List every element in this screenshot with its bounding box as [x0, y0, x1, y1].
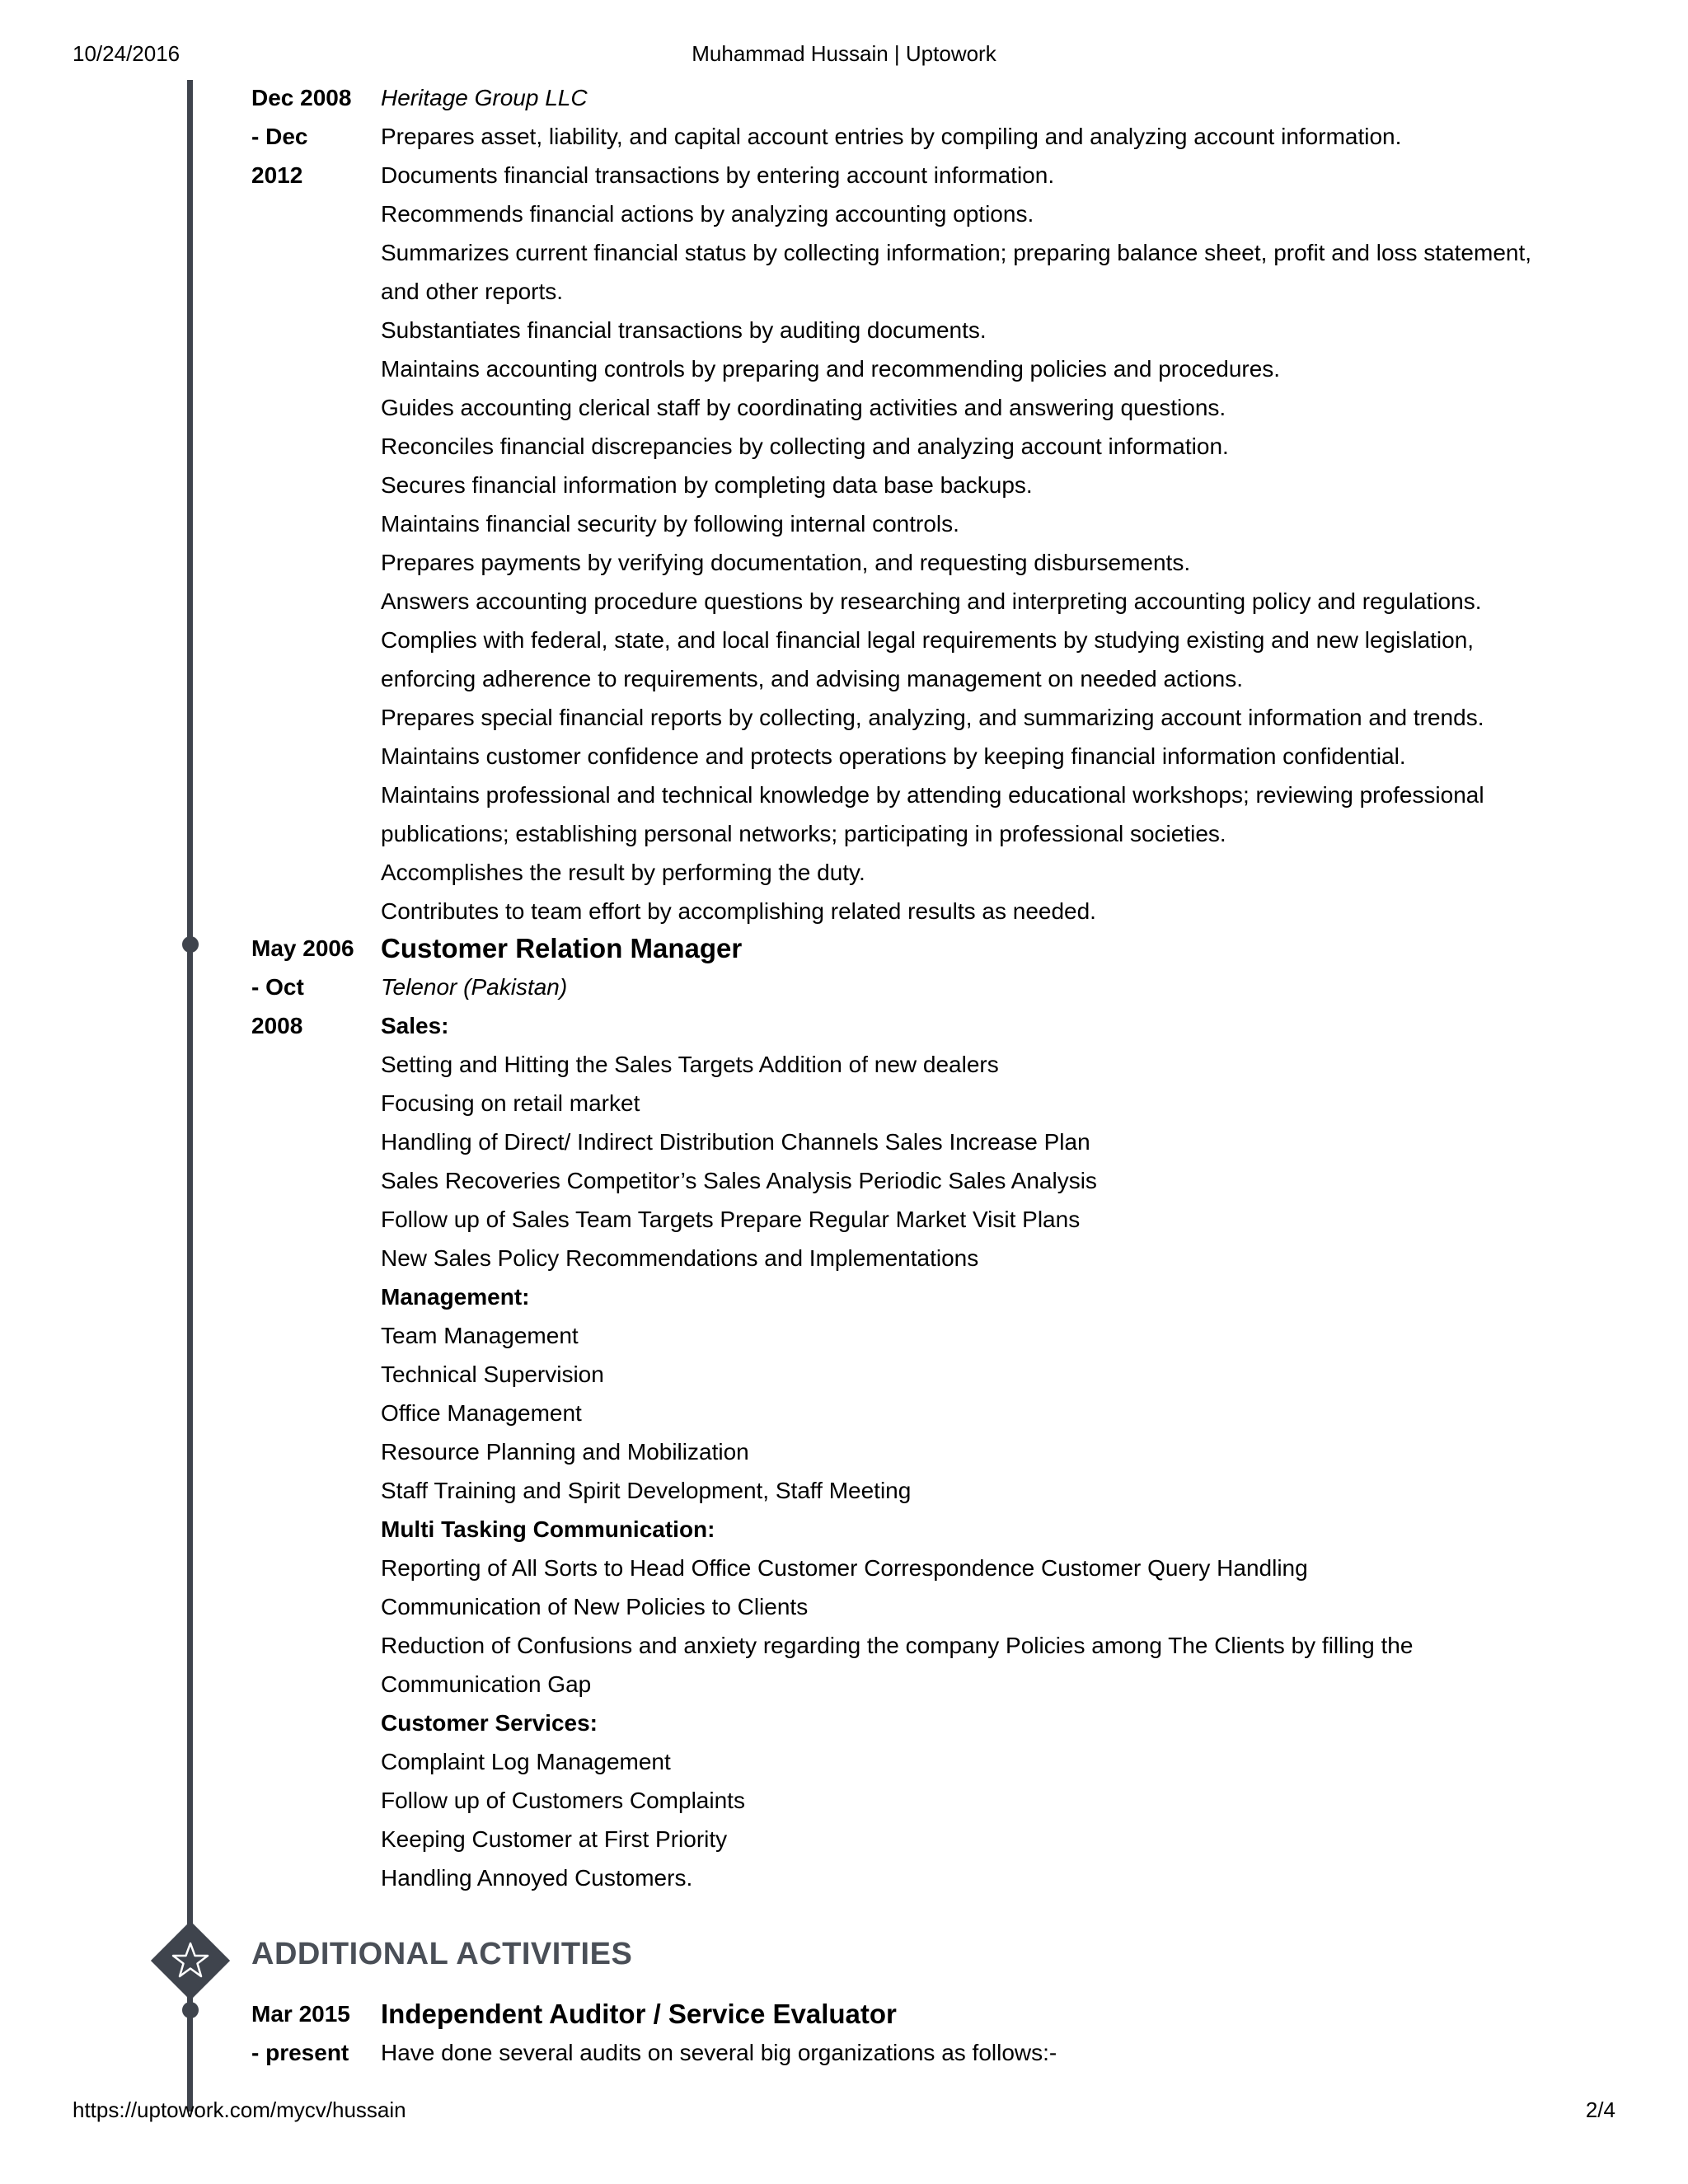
- duty-line: Team Management: [381, 1323, 579, 1348]
- duty-line: Handling of Direct/ Indirect Distribution Channels Sales Increase Plan: [381, 1129, 1090, 1155]
- duty-line: Follow up of Customers Complaints: [381, 1788, 745, 1813]
- duty-line: Office Management: [381, 1400, 582, 1426]
- duty-line: Prepares payments by verifying documentation, and requesting disbursements.: [381, 550, 1191, 575]
- timeline-dot: [182, 2002, 199, 2018]
- date-line: Dec 2008: [251, 85, 352, 110]
- entry-dates: [251, 929, 367, 1045]
- duty-line: Sales Recoveries Competitor’s Sales Analysis Periodic Sales Analysis: [381, 1168, 1097, 1193]
- duty-line: Communication of New Policies to Clients: [381, 1594, 809, 1619]
- duty-line: Accomplishes the result by performing the duty.: [381, 860, 865, 885]
- entry-dates: [251, 1994, 367, 2072]
- entry-body: [381, 929, 1601, 1897]
- date-line: Mar 2015: [251, 2001, 350, 2027]
- duty-line: Technical Supervision: [381, 1361, 604, 1387]
- subsection-heading: Sales:: [381, 1013, 449, 1038]
- duty-line: Guides accounting clerical staff by coordinating activities and answering questions.: [381, 395, 1226, 420]
- timeline-dot: [182, 936, 199, 953]
- duty-line: Setting and Hitting the Sales Targets Addition of new dealers: [381, 1052, 999, 1077]
- entry-body: [381, 78, 1601, 930]
- duty-line: Follow up of Sales Team Targets Prepare Regular Market Visit Plans: [381, 1207, 1081, 1232]
- duty-line: Resource Planning and Mobilization: [381, 1439, 749, 1465]
- duty-line: Secures financial information by completing data base backups.: [381, 472, 1033, 498]
- company-name: Telenor (Pakistan): [381, 974, 568, 1000]
- duty-line: Handling Annoyed Customers.: [381, 1865, 693, 1891]
- duty-line: Maintains professional and technical knowledge by attending educational workshops; reviewing professional: [381, 782, 1484, 808]
- subsection-heading: Multi Tasking Communication:: [381, 1516, 715, 1542]
- duty-line: Complaint Log Management: [381, 1749, 671, 1774]
- duty-line: Documents financial transactions by entering account information.: [381, 162, 1055, 188]
- entry-dates: [251, 78, 367, 194]
- star-icon: [166, 1936, 215, 1985]
- print-date: 10/24/2016: [73, 41, 181, 66]
- duty-line: and other reports.: [381, 279, 564, 304]
- duty-line: Reporting of All Sorts to Head Office Customer Correspondence Customer Query Handling: [381, 1555, 1308, 1581]
- page-number: 2/4: [1585, 2097, 1615, 2122]
- print-page-title: Muhammad Hussain | Uptowork: [692, 41, 996, 66]
- duty-line: Maintains accounting controls by preparing and recommending policies and procedures.: [381, 356, 1281, 382]
- date-line: - present: [251, 2040, 349, 2065]
- duty-line: Complies with federal, state, and local financial legal requirements by studying existing and new legislation,: [381, 627, 1475, 653]
- duty-line: Reduction of Confusions and anxiety regarding the company Policies among The Clients by filling the: [381, 1633, 1414, 1658]
- duty-line: Substantiates financial transactions by auditing documents.: [381, 317, 987, 343]
- date-line: 2012: [251, 162, 303, 188]
- subsection-heading: Customer Services:: [381, 1710, 598, 1736]
- duty-line: Focusing on retail market: [381, 1090, 640, 1116]
- job-title: Independent Auditor / Service Evaluator: [381, 1999, 897, 2029]
- duty-line: Summarizes current financial status by collecting information; preparing balance sheet, profit and loss statement,: [381, 240, 1532, 265]
- job-title: Customer Relation Manager: [381, 933, 743, 963]
- company-name: Heritage Group LLC: [381, 85, 588, 110]
- date-line: - Dec: [251, 124, 308, 149]
- duty-line: Prepares asset, liability, and capital account entries by compiling and analyzing account information.: [381, 124, 1402, 149]
- duty-line: Maintains customer confidence and protects operations by keeping financial information confidential.: [381, 743, 1406, 769]
- duty-line: publications; establishing personal networks; participating in professional societies.: [381, 821, 1226, 846]
- duty-line: Maintains financial security by following internal controls.: [381, 511, 959, 537]
- duty-line: Have done several audits on several big organizations as follows:-: [381, 2040, 1057, 2065]
- duty-line: Answers accounting procedure questions by researching and interpreting accounting policy and regulations.: [381, 588, 1482, 614]
- section-title: ADDITIONAL ACTIVITIES: [251, 1937, 633, 1971]
- duty-line: Keeping Customer at First Priority: [381, 1826, 728, 1852]
- duty-line: Recommends financial actions by analyzing accounting options.: [381, 201, 1034, 227]
- date-line: May 2006: [251, 935, 354, 961]
- timeline-line: [187, 80, 193, 2111]
- duty-line: Staff Training and Spirit Development, Staff Meeting: [381, 1478, 912, 1503]
- duty-line: Contributes to team effort by accomplishing related results as needed.: [381, 898, 1096, 924]
- date-line: 2008: [251, 1013, 303, 1038]
- duty-line: New Sales Policy Recommendations and Implementations: [381, 1245, 979, 1271]
- duty-line: Communication Gap: [381, 1671, 592, 1697]
- entry-body: [381, 1994, 1601, 2072]
- date-line: - Oct: [251, 974, 304, 1000]
- duty-line: Reconciles financial discrepancies by collecting and analyzing account information.: [381, 434, 1229, 459]
- duty-line: Prepares special financial reports by collecting, analyzing, and summarizing account information and trends.: [381, 705, 1484, 730]
- subsection-heading: Management:: [381, 1284, 530, 1310]
- page-url: https://uptowork.com/mycv/hussain: [73, 2097, 406, 2122]
- duty-line: enforcing adherence to requirements, and advising management on needed actions.: [381, 666, 1244, 691]
